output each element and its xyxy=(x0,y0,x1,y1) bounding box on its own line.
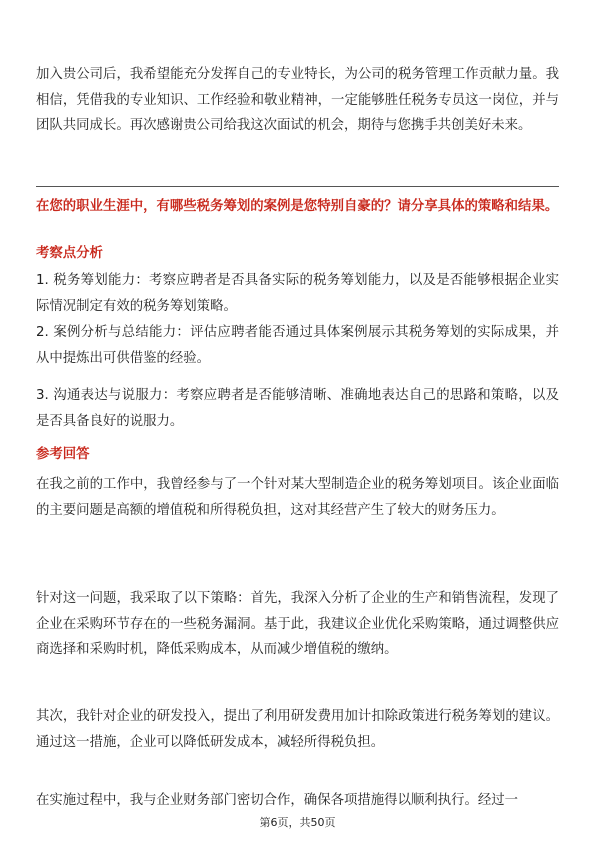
answer-paragraph-4: 在实施过程中，我与企业财务部门密切合作，确保各项措施得以顺利执行。经过一 xyxy=(36,793,519,808)
analysis-heading: 考察点分析 xyxy=(36,246,103,261)
analysis-item-2: 2. 案例分析与总结能力：评估应聘者能否通过具体案例展示其税务筹划的实际成果，并从中提炼出可供借鉴的经验。 xyxy=(36,325,559,366)
analysis-item-3: 3. 沟通表达与说服力：考察应聘者是否能够清晰、准确地表达自己的思路和策略，以及是否具备良好的说服力。 xyxy=(36,388,559,429)
analysis-item-1: 1. 税务筹划能力：考察应聘者是否具备实际的税务筹划能力，以及是否能够根据企业实际情况制定有效的税务筹划策略。 xyxy=(36,273,559,314)
answer-paragraph-3: 其次，我针对企业的研发投入，提出了利用研发费用加计扣除政策进行税务筹划的建议。通过这一措施，企业可以降低研发成本，减轻所得税负担。 xyxy=(36,709,559,750)
section-divider xyxy=(36,186,559,187)
answer-paragraph-1: 在我之前的工作中，我曾经参与了一个针对某大型制造企业的税务筹划项目。该企业面临的主要问题是高额的增值税和所得税负担，这对其经营产生了较大的财务压力。 xyxy=(36,477,559,518)
page-number: 第6页，共50页 xyxy=(259,816,336,829)
answer-paragraph-2: 针对这一问题，我采取了以下策略：首先，我深入分析了企业的生产和销售流程，发现了企业在采购环节存在的一些税务漏洞。基于此，我建议企业优化采购策略，通过调整供应商选择和采购时机，降低采购成本，从而减少增值税的缴纳。 xyxy=(36,591,559,657)
interview-question: 在您的职业生涯中，有哪些税务筹划的案例是您特别自豪的？请分享具体的策略和结果。 xyxy=(36,199,559,214)
intro-paragraph: 加入贵公司后，我希望能充分发挥自己的专业特长，为公司的税务管理工作贡献力量。我相信，凭借我的专业知识、工作经验和敬业精神，一定能够胜任税务专员这一岗位，并与团队共同成长。再次感谢贵公司给我这次面试的机会，期待与您携手共创美好未来。 xyxy=(36,67,559,133)
answer-heading: 参考回答 xyxy=(36,447,90,462)
